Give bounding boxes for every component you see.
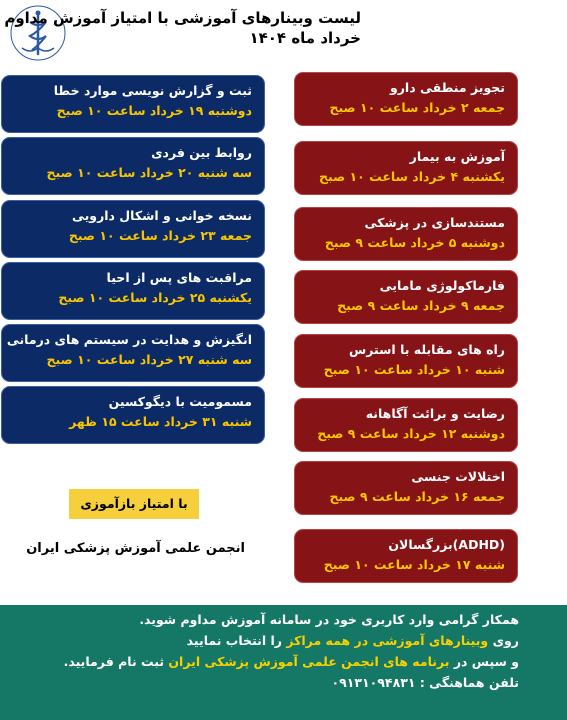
webinar-date: یکشنبه ۴ خرداد ساعت ۱۰ صبح [319, 169, 505, 184]
title-line-1: لیست وبینارهای آموزشی با امتیاز آموزش مداوم [4, 9, 361, 27]
webinar-title: آموزش به بیمار [409, 149, 505, 164]
webinar-card[interactable] [294, 461, 518, 515]
webinar-title: راه های مقابله با استرس [349, 342, 505, 357]
webinar-card[interactable] [294, 398, 518, 452]
webinar-card[interactable] [294, 334, 518, 388]
footer-line-2 [10, 630, 519, 651]
webinar-card[interactable] [1, 262, 265, 320]
footer-text: ثبت نام فرمایید. [63, 654, 169, 669]
webinar-title: اختلالات جنسی [411, 469, 505, 484]
footer-phone: تلفن هماهنگی : ۰۹۱۳۱۰۹۴۸۳۱ [331, 675, 519, 690]
webinar-title: مستندسازی در پزشکی [364, 215, 505, 230]
webinar-card[interactable] [1, 137, 265, 195]
footer-text: را انتخاب نمایید [186, 633, 287, 648]
webinar-date: شنبه ۱۰ خرداد ساعت ۱۰ صبح [323, 362, 505, 377]
webinar-card[interactable] [294, 207, 518, 261]
webinar-date: جمعه ۹ خرداد ساعت ۹ صبح [337, 298, 505, 313]
webinar-title: ثبت و گزارش نویسی موارد خطا [53, 83, 252, 98]
webinar-date: سه شنبه ۲۰ خرداد ساعت ۱۰ صبح [46, 165, 252, 180]
footer-line-1: همکار گرامی وارد کاربری خود در سامانه آموزش مداوم شوید. [139, 612, 519, 627]
webinar-date: یکشنبه ۲۵ خرداد ساعت ۱۰ صبح [58, 290, 252, 305]
webinar-card[interactable] [1, 75, 265, 133]
webinar-title: (ADHD)بزرگسالان [388, 537, 505, 552]
retraining-credit-badge: با امتیاز بازآموزی [69, 489, 199, 519]
webinar-card[interactable] [294, 72, 518, 126]
webinar-date: دوشنبه ۱۲ خرداد ساعت ۹ صبح [317, 426, 505, 441]
webinar-date: سه شنبه ۲۷ خرداد ساعت ۱۰ صبح [46, 352, 252, 367]
webinar-title: مسمومیت با دیگوکسین [108, 394, 252, 409]
webinar-title: مراقبت های پس از احیا [106, 270, 252, 285]
webinar-date: جمعه ۲۳ خرداد ساعت ۱۰ صبح [68, 228, 252, 243]
webinar-card[interactable] [294, 141, 518, 195]
webinar-date: دوشنبه ۵ خرداد ساعت ۹ صبح [324, 235, 505, 250]
webinar-card[interactable] [1, 200, 265, 258]
webinar-title: روابط بین فردی [151, 145, 252, 160]
webinar-card[interactable] [294, 529, 518, 583]
footer-highlight: برنامه های انجمن علمی آموزش پزشکی ایران [168, 654, 450, 669]
society-name: انجمن علمی آموزش پزشکی ایران [26, 541, 245, 556]
webinar-date: جمعه ۲ خرداد ساعت ۱۰ صبح [329, 100, 505, 115]
webinar-card[interactable] [294, 270, 518, 324]
webinar-title: فارماکولوژی مامایی [379, 278, 505, 293]
webinar-date: دوشنبه ۱۹ خرداد ساعت ۱۰ صبح [56, 103, 252, 118]
webinar-date: شنبه ۱۷ خرداد ساعت ۱۰ صبح [323, 557, 505, 572]
title-line-2: خرداد ماه ۱۴۰۴ [249, 29, 361, 47]
webinar-date: جمعه ۱۶ خرداد ساعت ۹ صبح [329, 489, 505, 504]
webinar-title: نسخه خوانی و اشکال دارویی [71, 208, 252, 223]
webinar-card[interactable] [1, 324, 265, 382]
footer-text: روی [488, 633, 519, 648]
webinar-date: شنبه ۳۱ خرداد ساعت ۱۵ ظهر [69, 414, 252, 429]
webinar-title: رضایت و برائت آگاهانه [365, 406, 505, 421]
page-title [4, 8, 361, 48]
webinar-title: انگیزش و هدایت در سیستم های درمانی [6, 332, 252, 347]
webinar-title: تجویز منطقی دارو [389, 80, 505, 95]
instructions-footer [0, 605, 567, 720]
footer-line-3 [10, 651, 519, 672]
webinar-card[interactable] [1, 386, 265, 444]
footer-highlight: وبینارهای آموزشی در همه مراکز [286, 633, 489, 648]
footer-text: و سپس در [449, 654, 519, 669]
